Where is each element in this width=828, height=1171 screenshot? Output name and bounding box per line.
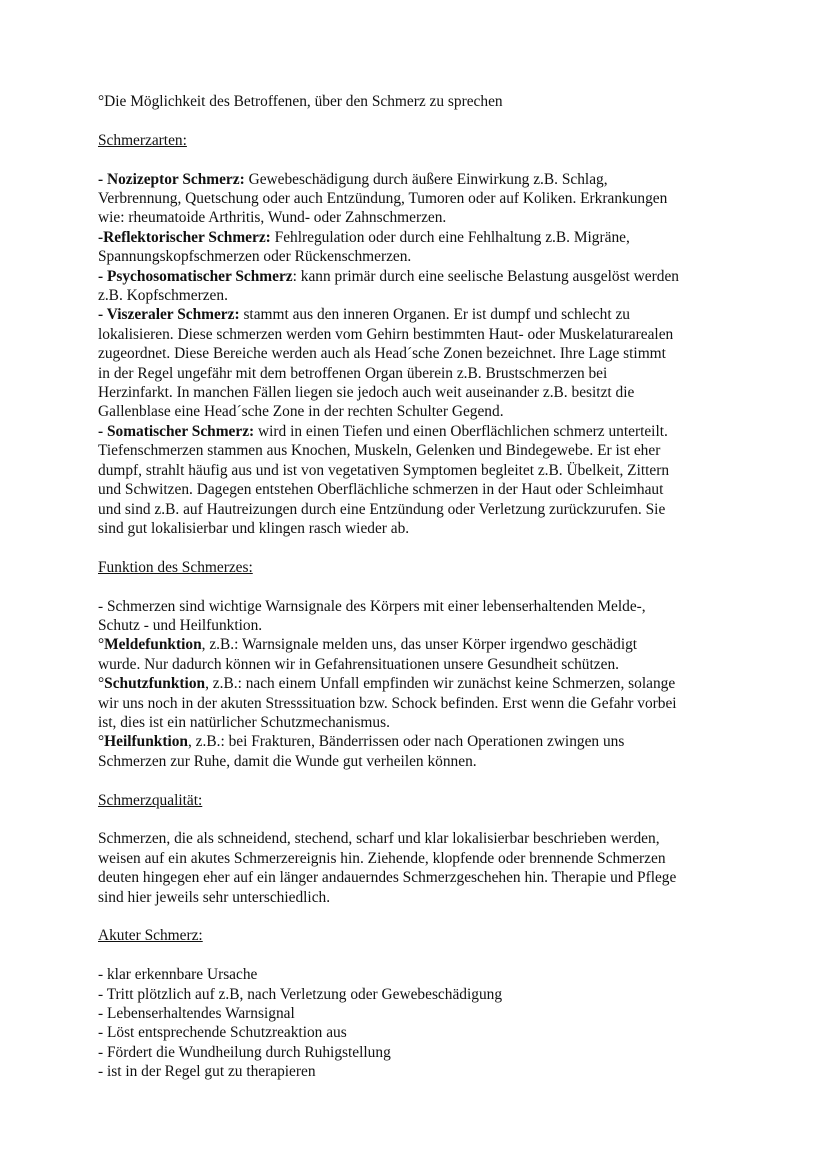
list-item: - klar erkennbare Ursache: [98, 966, 258, 984]
section-schmerzarten: [98, 131, 738, 539]
term-psychosomatisch: - Psychosomatischer Schmerz: [98, 267, 293, 285]
list-item: - ist in der Regel gut zu therapieren: [98, 1063, 316, 1081]
intro-paragraph: [98, 92, 738, 111]
list-item: - Lebenserhaltendes Warnsignal: [98, 1004, 295, 1022]
term-meldefunktion: Meldefunktion: [104, 636, 202, 654]
paragraph-psychosomatisch: - Psychosomatischer Schmerz: kann primär durch eine seelische Belastung ausgelöst werden z.B. Kopfschmerzen.: [98, 267, 679, 305]
paragraph-somatisch: - Somatischer Schmerz: wird in einen Tiefen und einen Oberflächlichen schmerz unterteilt. Tiefenschmerzen stammen aus Knochen, Muskeln, Gelenken und Bindegewebe. Er ist eher dumpf, strahlt häufig aus und ist von vegetativen Symptomen begleitet z.B. Übelkeit, Zittern und Schwitzen. Dagegen entstehen Oberflächliche schmerzen in der Haut oder Schleimhaut und sind z.B. auf Hautreizungen durch eine Entzündung oder Verletzung zurückzurufen. Sie sind gut lokalisierbar und klingen rasch wieder ab.: [98, 422, 670, 537]
paragraph-reflektorisch: -Reflektorischer Schmerz: Fehlregulation oder durch eine Fehlhaltung z.B. Migräne, Spannungskopfschmerzen oder Rückenschmerzen.: [98, 228, 630, 266]
paragraph-qualitaet: Schmerzen, die als schneidend, stechend, scharf und klar lokalisierbar beschrieben werden, weisen auf ein akutes Schmerzereignis hin. Ziehende, klopfende oder brennende Schmerzen deuten hingegen eher auf ein länger andauerndes Schmerzgeschehen hin. Therapie und Pflege sind hier jeweils sehr unterschiedlich.: [98, 830, 677, 906]
list-item: - Löst entsprechende Schutzreaktion aus: [98, 1024, 347, 1042]
list-akut: [98, 965, 738, 1081]
paragraph-funktion-intro: - Schmerzen sind wichtige Warnsignale des Körpers mit einer lebenserhaltenden Melde-, Schutz - und Heilfunktion.: [98, 597, 646, 634]
term-reflektorisch: -Reflektorischer Schmerz:: [98, 228, 271, 246]
document-page: [98, 92, 738, 1082]
section-heading-qualitaet: Schmerzqualität:: [98, 791, 203, 809]
section-akut: [98, 926, 738, 1081]
term-nozizeptor: - Nozizeptor Schmerz:: [98, 170, 245, 188]
term-somatisch: - Somatischer Schmerz:: [98, 422, 255, 440]
term-viszeral: - Viszeraler Schmerz:: [98, 306, 240, 324]
paragraph-nozizeptor: - Nozizeptor Schmerz: Gewebeschädigung durch äußere Einwirkung z.B. Schlag, Verbrennung, Quetschung oder auch Entzündung, Tumoren oder auf Koliken. Erkrankungen wie: rheumatoide Arthritis, Wund- oder Zahnschmerzen.: [98, 170, 668, 227]
paragraph-viszeral: - Viszeraler Schmerz: stammt aus den inneren Organen. Er ist dumpf und schlecht zu lokalisieren. Diese schmerzen werden vom Gehirn bestimmten Haut- oder Muskelaturarealen zugeordnet. Diese Bereiche werden auch als Head´sche Zonen bezeichnet. Ihre Lage stimmt in der Regel ungefähr mit dem betroffenen Organ überein z.B. Brustschmerzen bei Herzinfarkt. In manchen Fällen liegen sie jedoch auch weit auseinander z.B. besitzt die Gallenblase eine Head´sche Zone in der rechten Schulter Gegend.: [98, 306, 674, 421]
list-item: - Fördert die Wundheilung durch Ruhigstellung: [98, 1043, 391, 1061]
intro-line: °Die Möglichkeit des Betroffenen, über den Schmerz zu sprechen: [98, 93, 503, 110]
paragraph-schutzfunktion: °Schutzfunktion, z.B.: nach einem Unfall empfinden wir zunächst keine Schmerzen, solange wir uns noch in der akuten Stresssituation bzw. Schock befinden. Erst wenn die Gefahr vorbei ist, dies ist ein natürlicher Schutzmechanismus.: [98, 675, 677, 731]
section-heading-akut: Akuter Schmerz:: [98, 927, 203, 945]
section-qualitaet: [98, 791, 738, 907]
paragraph-heilfunktion: °Heilfunktion, z.B.: bei Frakturen, Bänderrissen oder nach Operationen zwingen uns Schmerzen zur Ruhe, damit die Wunde gut verheilen können.: [98, 733, 625, 770]
term-schutzfunktion: Schutzfunktion: [104, 675, 206, 693]
section-heading-schmerzarten: Schmerzarten:: [98, 131, 187, 149]
list-item: - Tritt plötzlich auf z.B, nach Verletzung oder Gewebeschädigung: [98, 985, 503, 1003]
term-heilfunktion: Heilfunktion: [104, 733, 188, 751]
section-heading-funktion: Funktion des Schmerzes:: [98, 558, 253, 576]
paragraph-meldefunktion: °Meldefunktion, z.B.: Warnsignale melden uns, das unser Körper irgendwo geschädigt wurde. Nur dadurch können wir in Gefahrensituationen unsere Gesundheit schützen.: [98, 636, 638, 673]
section-funktion: [98, 558, 738, 771]
